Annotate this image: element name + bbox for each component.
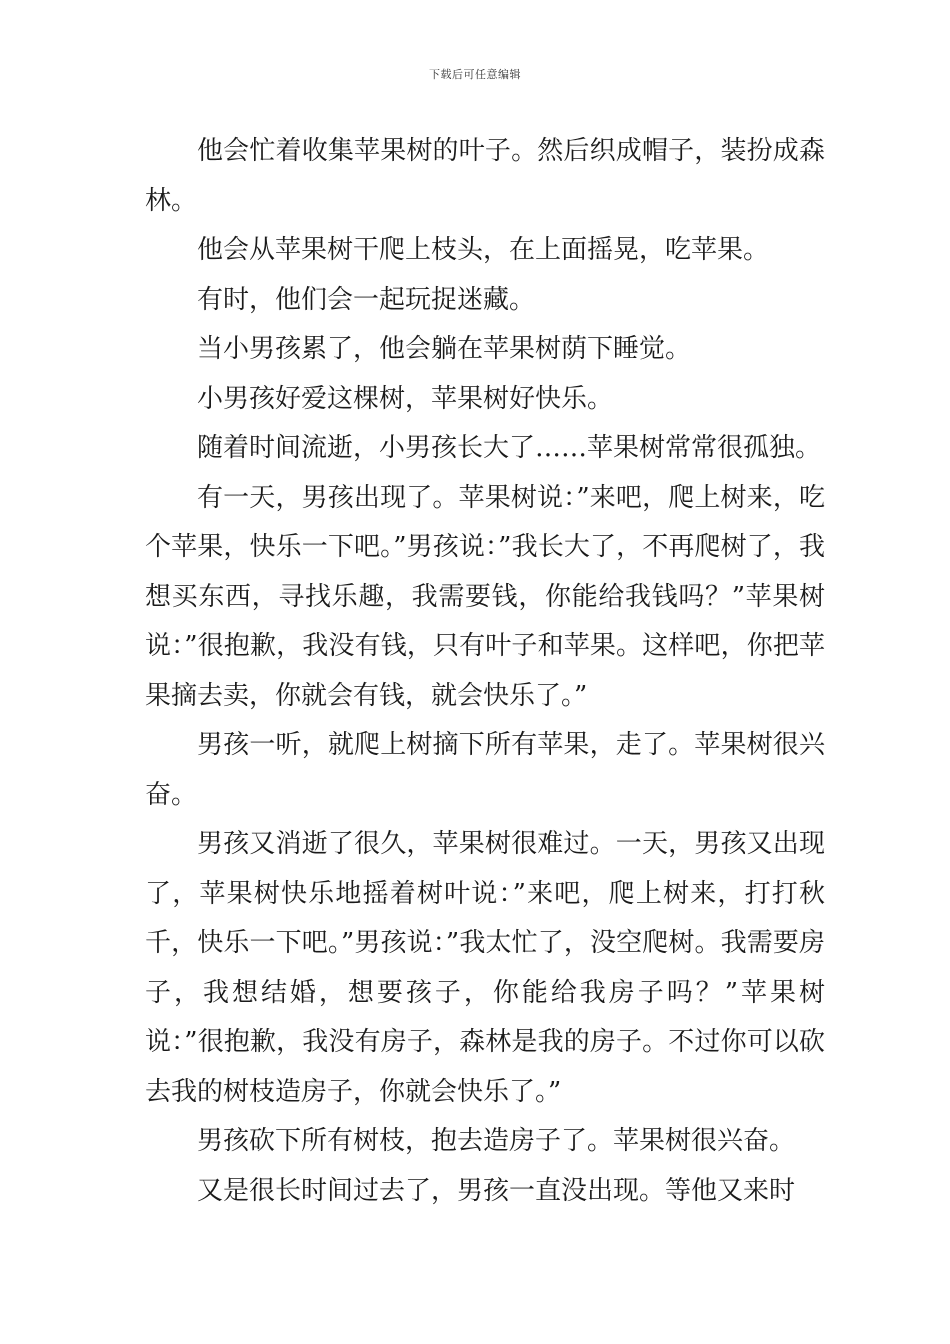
- page-header-note: 下载后可任意编辑: [429, 68, 521, 81]
- paragraph: 男孩一听，就爬上树摘下所有苹果，走了。苹果树很兴奋。: [145, 730, 825, 810]
- paragraph: 又是很长时间过去了，男孩一直没出现。等他又来时: [197, 1175, 796, 1206]
- paragraph: 他会从苹果树干爬上枝头，在上面摇晃，吃苹果。: [197, 235, 770, 265]
- document-body: [145, 127, 825, 1216]
- paragraph: 小男孩好爱这棵树，苹果树好快乐。: [197, 383, 614, 414]
- paragraph: 男孩又消逝了很久，苹果树很难过。一天，男孩又出现了，苹果树快乐地摇着树叶说：”来吧，爬上树来，打打秋千，快乐一下吧。”男孩说：”我太忙了，没空爬树。我需要房子，我想结婚，想要孩子，你能给我房子吗？”苹果树说：”很抱歉，我没有房子，森林是我的房子。不过你可以砍去我的树枝造房子，你就会快乐了。”: [145, 829, 825, 1107]
- paragraph: 他会忙着收集苹果树的叶子。然后织成帽子，装扮成森林。: [145, 136, 825, 216]
- paragraph: 随着时间流逝，小男孩长大了……苹果树常常很孤独。: [197, 433, 822, 463]
- paragraph: 男孩砍下所有树枝，抱去造房子了。苹果树很兴奋。: [197, 1126, 796, 1156]
- paragraph: 当小男孩累了，他会躺在苹果树荫下睡觉。: [197, 334, 692, 364]
- paragraph: 有时，他们会一起玩捉迷藏。: [197, 284, 536, 315]
- paragraph: 有一天，男孩出现了。苹果树说：”来吧，爬上树来，吃个苹果，快乐一下吧。”男孩说：”我长大了，不再爬树了，我想买东西，寻找乐趣，我需要钱，你能给我钱吗？”苹果树说：”很抱歉，我没有钱，只有叶子和苹果。这样吧，你把苹果摘去卖，你就会有钱，就会快乐了。”: [145, 482, 825, 711]
